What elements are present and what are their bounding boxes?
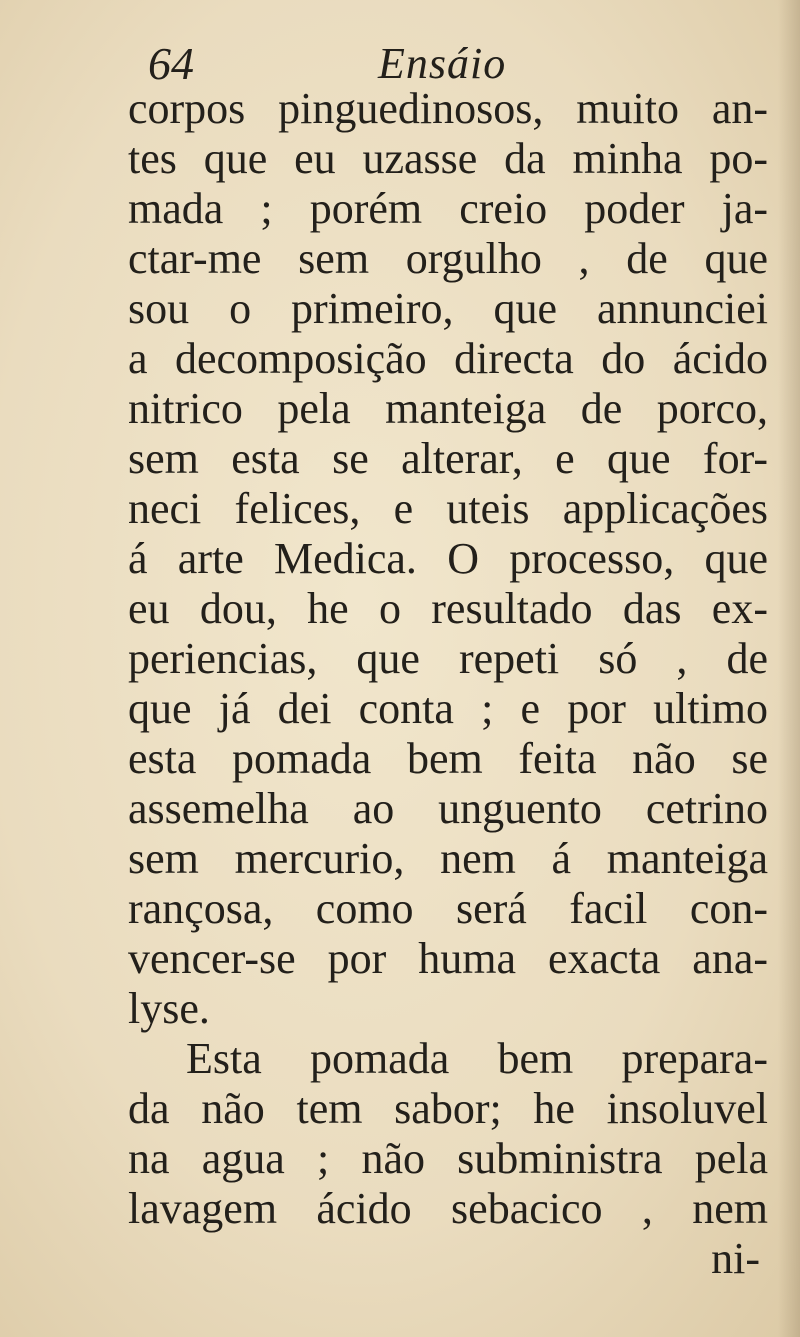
text-line: á arte Medica. O processo, que — [128, 534, 768, 583]
text-line: eu dou, he o resultado das ex- — [128, 584, 768, 633]
text-line: da não tem sabor; he insoluvel — [128, 1084, 768, 1133]
catchword: ni- — [711, 1234, 760, 1283]
text-line: sem mercurio, nem á manteiga — [128, 834, 768, 883]
page-number: 64 — [148, 38, 194, 89]
text-line: rançosa, como será facil con- — [128, 884, 768, 933]
text-line: esta pomada bem feita não se — [128, 734, 768, 783]
text-line: corpos pinguedinosos, muito an- — [128, 84, 768, 133]
text-line: lavagem ácido sebacico , nem — [128, 1184, 768, 1233]
text-line: sem esta se alterar, e que for- — [128, 434, 768, 483]
text-line: lyse. — [128, 984, 210, 1033]
text-line: sou o primeiro, que annunciei — [128, 284, 768, 333]
text-line: a decomposição directa do ácido — [128, 334, 768, 383]
text-line: ctar-me sem orgulho , de que — [128, 234, 768, 283]
text-line: periencias, que repeti só , de — [128, 634, 768, 683]
text-line: nitrico pela manteiga de porco, — [128, 384, 768, 433]
text-line: mada ; porém creio poder ja- — [128, 184, 768, 233]
body-text — [128, 84, 768, 1284]
page-edge-shadow — [778, 0, 800, 1337]
text-line: na agua ; não subministra pela — [128, 1134, 768, 1183]
running-head: Ensáio — [378, 39, 507, 88]
paragraph-start-line: Esta pomada bem prepara- — [186, 1034, 768, 1083]
text-line: assemelha ao unguento cetrino — [128, 784, 768, 833]
text-line: tes que eu uzasse da minha po- — [128, 134, 768, 183]
text-line: neci felices, e uteis applicações — [128, 484, 768, 533]
text-line: vencer-se por huma exacta ana- — [128, 934, 768, 983]
text-line: que já dei conta ; e por ultimo — [128, 684, 768, 733]
